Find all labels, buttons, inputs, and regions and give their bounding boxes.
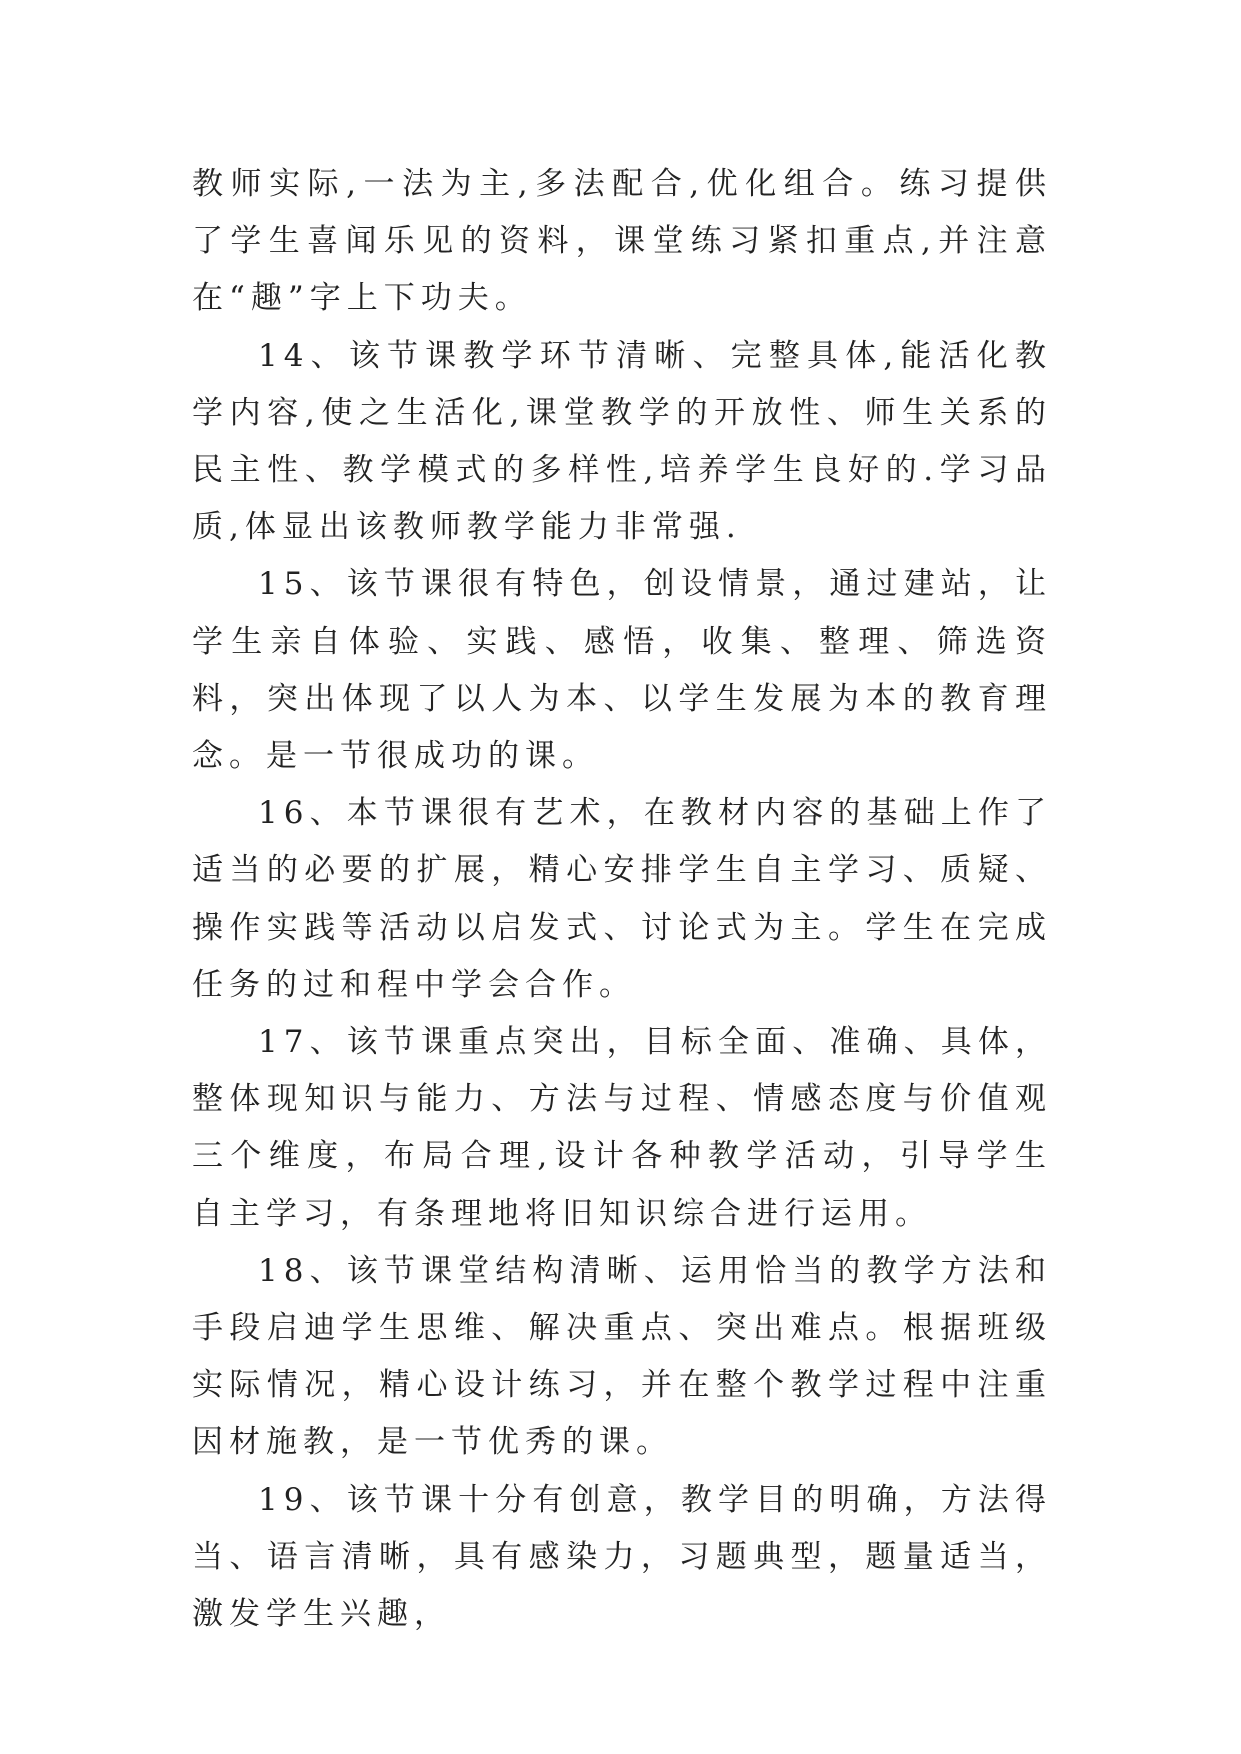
paragraph-14: 14、该节课教学环节清晰、完整具体,能活化教学内容,使之生活化,课堂教学的开放性、师生关系的民主性、教学模式的多样性,培养学生良好的.学习品质,体显出该教师教学能力非常强. (192, 337, 1052, 546)
paragraph-19: 19、该节课十分有创意，教学目的明确，方法得当、语言清晰，具有感染力，习题典型，题量适当，激发学生兴趣， (192, 1481, 1052, 1633)
paragraph-16: 16、本节课很有艺术，在教材内容的基础上作了适当的必要的扩展，精心安排学生自主学习、质疑、操作实践等活动以启发式、讨论式为主。学生在完成任务的过和程中学会合作。 (192, 795, 1052, 1003)
paragraph-17: 17、该节课重点突出，目标全面、准确、具体，整体现知识与能力、方法与过程、情感态度与价值观三个维度，布局合理,设计各种教学活动，引导学生自主学习，有条理地将旧知识综合进行运用。 (192, 1024, 1052, 1232)
paragraph-18: 18、该节课堂结构清晰、运用恰当的教学方法和手段启迪学生思维、解决重点、突出难点。根据班级实际情况，精心设计练习，并在整个教学过程中注重因材施教，是一节优秀的课。 (192, 1252, 1052, 1461)
document-page (192, 156, 1052, 1643)
paragraph-continuation: 教师实际,一法为主,多法配合,优化组合。练习提供了学生喜闻乐见的资料，课堂练习紧扣重点,并注意在“趣”字上下功夫。 (192, 166, 1052, 317)
paragraph-15: 15、该节课很有特色，创设情景，通过建站，让学生亲自体验、实践、感悟，收集、整理、筛选资料，突出体现了以人为本、以学生发展为本的教育理念。是一节很成功的课。 (192, 566, 1052, 775)
